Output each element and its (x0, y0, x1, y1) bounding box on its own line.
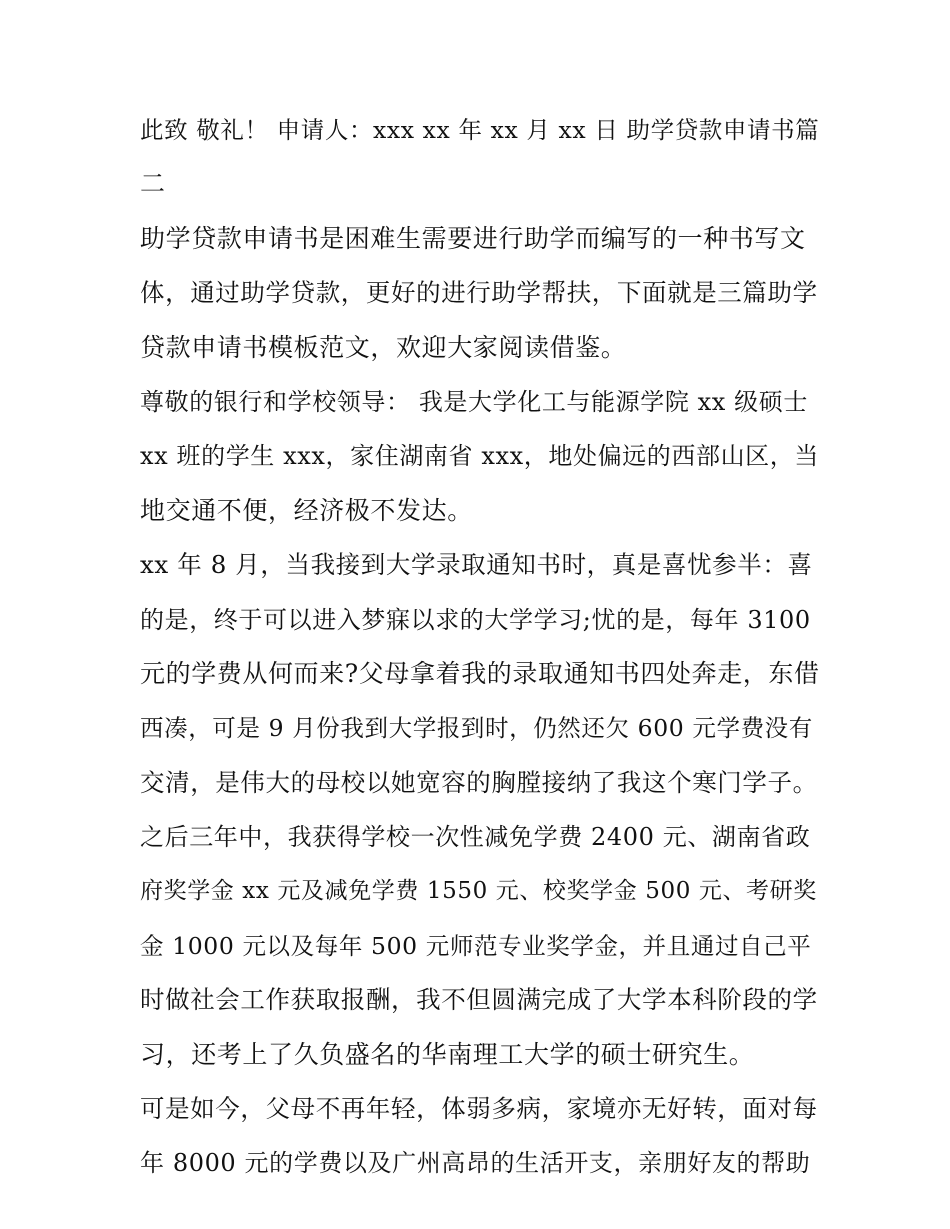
text-line: 年 8000 元的学费以及广州高昂的生活开支，亲朋好友的帮助 (140, 1149, 811, 1178)
text-line: 地交通不便，经济极不发达。 (140, 495, 473, 525)
text-line: 之后三年中，我获得学校一次性减免学费 2400 元、湖南省政 (140, 823, 811, 852)
text-line: 府奖学金 xx 元及减免学费 1550 元、校奖学金 500 元、考研奖 (140, 878, 817, 905)
text-line: 时做社会工作获取报酬，我不但圆满完成了大学本科阶段的学 (140, 985, 818, 1015)
text-line: 金 1000 元以及每年 500 元师范专业奖学金，并且通过自己平 (140, 931, 812, 960)
background-paragraph (140, 538, 820, 1082)
text-line: 助学贷款申请书是困难生需要进行助学而编写的一种书写文 (140, 223, 806, 253)
text-line: xx 年 8 月，当我接到大学录取通知书时，真是喜忧参半：喜 (140, 550, 813, 580)
text-line: 的是，终于可以进入梦寐以求的大学学习;忧的是，每年 3100 (140, 605, 811, 634)
text-line: 可是如今，父母不再年轻，体弱多病，家境亦无好转，面对每 (140, 1094, 818, 1124)
text-line: 尊敬的银行和学校领导： 我是大学化工与能源学院 xx 级硕士 (140, 387, 808, 416)
text-line: 此致 敬礼！ 申请人：xxx xx 年 xx 月 xx 日 助学贷款申请书篇 (140, 116, 820, 144)
text-line: xx 班的学生 xxx，家住湖南省 xxx，地处偏远的西部山区，当 (140, 442, 819, 471)
text-line: 西凑，可是 9 月份我到大学报到时，仍然还欠 600 元学费没有 (140, 714, 813, 743)
text-line: 二 (140, 169, 166, 199)
text-line: 元的学费从何而来?父母拿着我的录取通知书四处奔走，东借 (140, 658, 820, 688)
situation-paragraph (140, 1082, 820, 1191)
text-line: 贷款申请书模板范文，欢迎大家阅读借鉴。 (140, 332, 627, 362)
text-line: 习，还考上了久负盛名的华南理工大学的硕士研究生。 (140, 1039, 755, 1069)
document-body (140, 103, 820, 1191)
text-line: 交清，是伟大的母校以她宽容的胸膛接纳了我这个寒门学子。 (140, 767, 818, 797)
text-line: 体，通过助学贷款，更好的进行助学帮扶，下面就是三篇助学 (140, 278, 818, 308)
closing-paragraph (140, 103, 820, 212)
intro-paragraph (140, 212, 820, 375)
salutation-paragraph (140, 375, 820, 538)
